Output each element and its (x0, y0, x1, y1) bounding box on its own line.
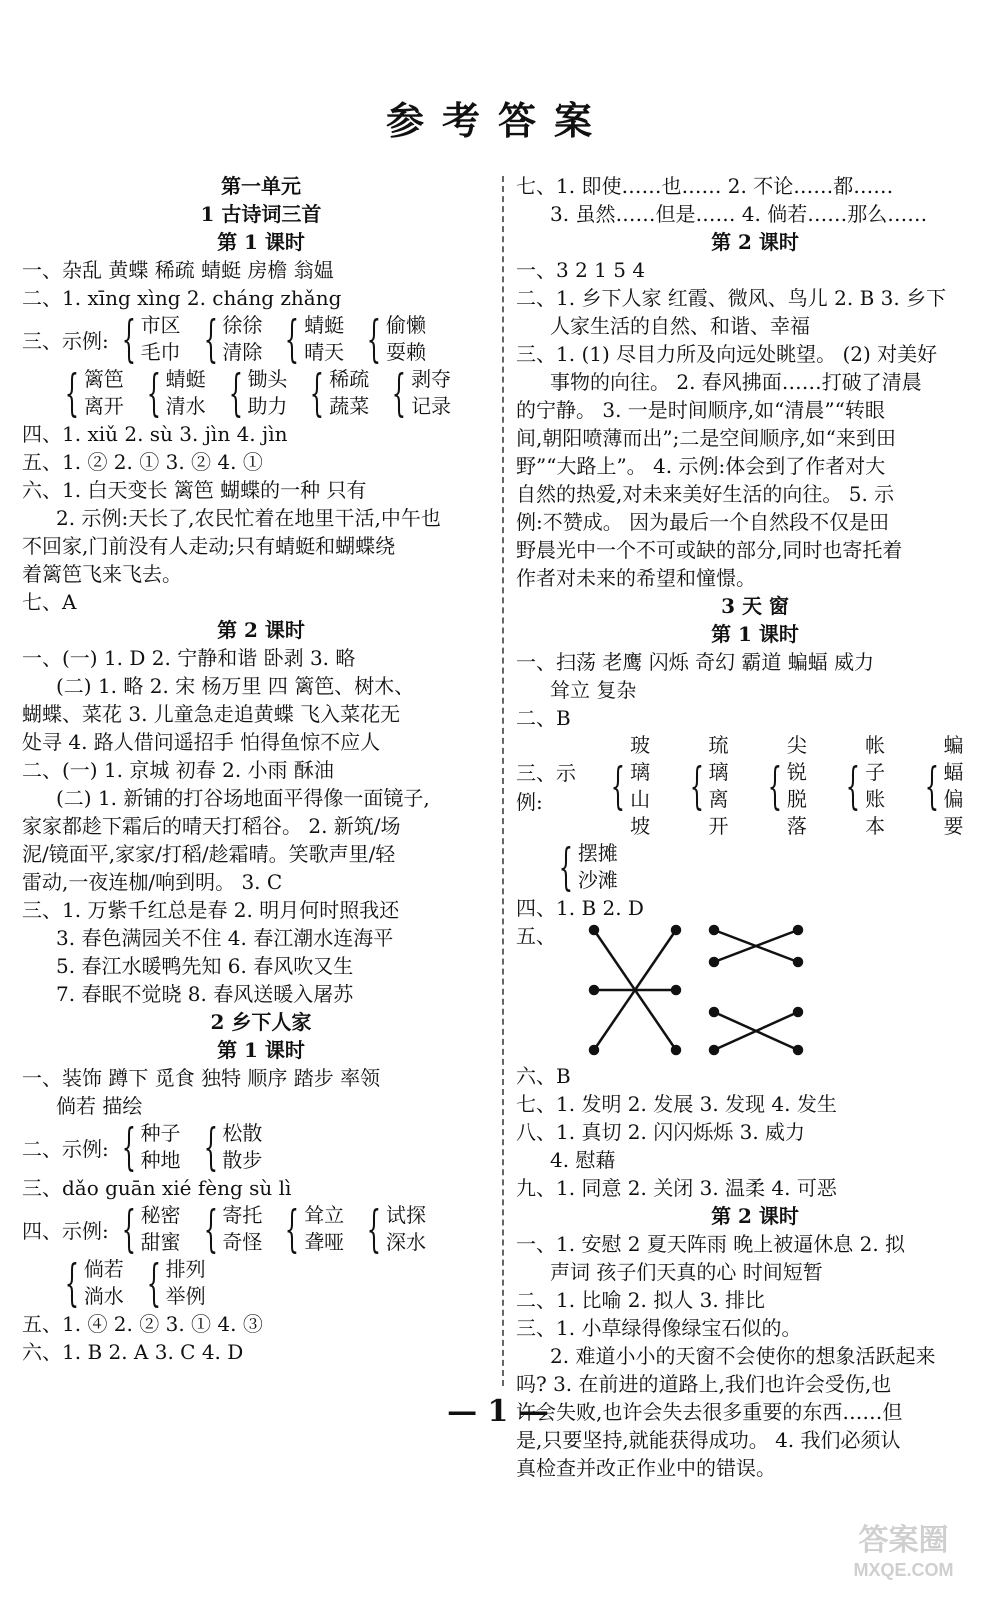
answer-line: 自然的热爱,对未来美好生活的向往。 5. 示 (516, 482, 895, 506)
word-pair (276, 312, 344, 366)
word-pair (195, 1120, 263, 1174)
pair-word: 离开 (83, 394, 124, 418)
pair-word: 市区 (140, 313, 181, 337)
word-pair (916, 732, 980, 840)
session-heading: 第 2 课时 (711, 230, 799, 254)
pair-word: 助力 (247, 394, 288, 418)
answer-line: 三、dǎo guān xié fèng sù lì (22, 1176, 292, 1200)
pair-word: 毛巾 (140, 340, 181, 364)
lesson-heading: 1 古诗词三首 (200, 202, 322, 226)
answer-line: 七、1. 即使……也…… 2. 不论……都…… (516, 174, 894, 198)
match-dot (590, 986, 598, 994)
word-pair (138, 366, 206, 420)
pair-word: 蝙蝠 (943, 733, 964, 784)
answer-line: 作者对未来的希望和憧憬。 (516, 566, 756, 590)
match-dot (672, 986, 680, 994)
answer-line: 三、1. 万紫千红总是春 2. 明月何时照我还 (22, 898, 400, 922)
pair-word: 种地 (140, 1148, 181, 1172)
pair-word: 徐徐 (222, 313, 263, 337)
answer-line: 八、1. 真切 2. 闪闪烁烁 3. 威力 (516, 1120, 806, 1144)
pair-word: 蔬菜 (329, 394, 370, 418)
word-pair (358, 1202, 426, 1256)
brace-icon: { (689, 757, 704, 815)
answer-line: 野”“大路上”。 4. 示例:体会到了作者对大 (516, 454, 886, 478)
word-pair (138, 1256, 206, 1310)
word-pair (837, 732, 901, 840)
answer-line: 一、装饰 蹲下 觅食 独特 顺序 踏步 率领 (22, 1066, 381, 1090)
pair-word: 倘若 (83, 1257, 124, 1281)
answer-line: 耸立 复杂 (550, 678, 637, 702)
answer-line: 四、1. xiǔ 2. sù 3. jìn 4. jìn (22, 422, 288, 446)
brace-icon: { (146, 364, 161, 422)
answer-line: 七、A (22, 590, 77, 614)
pair-word: 脱落 (786, 787, 807, 838)
answer-line: 雷动,一夜连枷/响到明。 3. C (22, 870, 283, 894)
pair-word: 甜蜜 (140, 1230, 181, 1254)
pair-word: 耍赖 (386, 340, 426, 364)
matching-diagram (586, 922, 806, 1062)
match-dot (710, 1008, 718, 1016)
pair-word: 沙滩 (577, 868, 618, 892)
answer-line: 六、B (516, 1064, 571, 1088)
lesson-heading: 2 乡下人家 (210, 1010, 312, 1034)
word-pair (759, 732, 823, 840)
session-heading: 第 1 课时 (217, 1038, 305, 1062)
answer-line: 一、扫荡 老鹰 闪烁 奇幻 霸道 蝙蝠 威力 (516, 650, 875, 674)
word-pair (602, 732, 666, 840)
answer-line: 蝴蝶、菜花 3. 儿童急走追黄蝶 飞入菜花无 (22, 702, 401, 726)
brace-icon: { (391, 364, 407, 422)
answer-line: 事物的向往。 2. 春风拂面……打破了清晨 (550, 370, 922, 394)
pair-word: 聋哑 (304, 1230, 345, 1254)
word-pair (383, 366, 451, 420)
answer-line: 二、1. 乡下人家 红霞、微风、鸟儿 2. B 3. 乡下 (516, 286, 947, 310)
match-dot (710, 926, 718, 934)
pair-word: 蜻蜓 (304, 313, 345, 337)
answer-line: 不回家,门前没有人走动;只有蜻蜓和蝴蝶绕 (22, 534, 396, 558)
brace-icon: { (228, 364, 243, 422)
word-pair-group (516, 840, 994, 894)
answer-line: 间,朝阳喷薄而出”;二是空间顺序,如“来到田 (516, 426, 896, 450)
pair-word: 琉璃 (708, 733, 729, 784)
brace-icon: { (611, 757, 626, 815)
pair-word: 耸立 (304, 1203, 345, 1227)
session-heading: 第 1 课时 (711, 622, 799, 646)
brace-icon: { (285, 1200, 300, 1258)
word-pair (276, 1202, 344, 1256)
brace-icon: { (366, 1200, 382, 1258)
answer-line: 三、1. (1) 尽目力所及向远处眺望。 (2) 对美好 (516, 342, 938, 366)
answer-label: 三、示例: (516, 761, 576, 814)
brace-icon: { (203, 1118, 218, 1176)
word-pair (56, 1256, 124, 1310)
pair-word: 尖锐 (786, 733, 807, 784)
pair-word: 稀疏 (329, 367, 370, 391)
answer-line: 六、1. B 2. A 3. C 4. D (22, 1340, 244, 1364)
pair-word: 寄托 (222, 1203, 263, 1227)
answer-line: 3. 春色满园关不住 4. 春江潮水连海平 (56, 926, 394, 950)
answer-label: 四、示例: (22, 1218, 109, 1243)
answer-line: 的宁静。 3. 一是时间顺序,如“清晨”“转眼 (516, 398, 885, 422)
pair-word: 玻璃 (630, 733, 651, 784)
pair-word: 秘密 (140, 1203, 181, 1227)
answer-line: 二、1. xīng xìng 2. cháng zhǎng (22, 286, 342, 310)
pair-word: 深水 (386, 1230, 426, 1254)
left-column (22, 172, 500, 1366)
match-dot (672, 926, 680, 934)
pair-word: 种子 (140, 1121, 181, 1145)
brace-icon: { (558, 838, 574, 896)
session-heading: 第 2 课时 (217, 618, 305, 642)
answer-line: 一、1. 安慰 2 夏天阵雨 晚上被逼休息 2. 拟 (516, 1232, 906, 1256)
word-pair (113, 312, 181, 366)
brace-icon: { (64, 364, 80, 422)
answer-line: 5. 春江水暖鸭先知 6. 春风吹又生 (56, 954, 354, 978)
match-dot (710, 958, 718, 966)
word-pair (113, 1120, 181, 1174)
brace-icon: { (121, 1200, 136, 1258)
answer-label: 三、示例: (22, 328, 109, 353)
answer-line: 一、杂乱 黄蝶 稀疏 蜻蜓 房檐 翁媪 (22, 258, 334, 282)
word-pair (113, 1202, 181, 1256)
answer-line: 家家都趁下霜后的晴天打稻谷。 2. 新筑/场 (22, 814, 401, 838)
match-dot (794, 1046, 802, 1054)
brace-icon: { (924, 757, 939, 815)
answer-line: 七、1. 发明 2. 发展 3. 发现 4. 发生 (516, 1092, 837, 1116)
pair-word: 淌水 (83, 1284, 124, 1308)
match-dot (590, 1046, 598, 1054)
brace-icon: { (846, 757, 861, 815)
match-dot (794, 958, 802, 966)
answer-line: 二、1. 比喻 2. 拟人 3. 排比 (516, 1288, 766, 1312)
word-pair (358, 312, 426, 366)
answer-line: 五、1. ② 2. ① 3. ② 4. ① (22, 450, 263, 474)
answer-line: 一、(一) 1. D 2. 宁静和谐 卧剥 3. 略 (22, 646, 356, 670)
answer-line: (二) 1. 略 2. 宋 杨万里 四 篱笆、树木、 (56, 674, 415, 698)
pair-word: 剥夺 (411, 367, 452, 391)
word-pair (681, 732, 745, 840)
answer-line: 处寻 4. 路人借问遥招手 怕得鱼惊不应人 (22, 730, 381, 754)
pair-word: 偏要 (943, 787, 964, 838)
word-pair (301, 366, 369, 420)
watermark-bottom: MXQE.COM (853, 1560, 954, 1580)
session-heading: 第 2 课时 (711, 1204, 799, 1228)
pair-word: 蜻蜓 (165, 367, 206, 391)
answer-line: 4. 慰藉 (550, 1148, 616, 1172)
pair-word: 晴天 (304, 340, 345, 364)
answer-line: 声词 孩子们天真的心 时间短暂 (550, 1260, 823, 1284)
brace-icon: { (121, 310, 136, 368)
word-pair (195, 1202, 263, 1256)
column-divider (502, 176, 504, 1386)
pair-word: 散步 (222, 1148, 263, 1172)
unit-heading: 第一单元 (221, 174, 301, 198)
brace-icon: { (203, 310, 218, 368)
answer-line: (二) 1. 新铺的打谷场地面平得像一面镜子, (56, 786, 430, 810)
watermark-top: 答案圈 (858, 1523, 949, 1558)
answer-line: 是,只要坚持,就能获得成功。 4. 我们必须认 (516, 1428, 901, 1452)
brace-icon: { (203, 1200, 218, 1258)
answer-line: 2. 难道小小的天窗不会使你的想象活跃起来 (550, 1344, 936, 1368)
brace-icon: { (767, 757, 783, 815)
word-pair (550, 840, 618, 894)
pair-word: 锄头 (247, 367, 288, 391)
word-pair-group (22, 1256, 500, 1310)
word-pair-group (22, 1202, 500, 1256)
answer-line: 九、1. 同意 2. 关闭 3. 温柔 4. 可恶 (516, 1176, 837, 1200)
pair-word: 账本 (865, 787, 886, 838)
answer-line: 六、1. 白天变长 篱笆 蝴蝶的一种 只有 (22, 478, 367, 502)
answer-line: 2. 示例:天长了,农民忙着在地里干活,中午也 (56, 506, 441, 530)
answer-line: 五、 (516, 924, 556, 948)
match-dot (794, 926, 802, 934)
answer-line: 着篱笆飞来飞去。 (22, 562, 182, 586)
brace-icon: { (121, 1118, 136, 1176)
pair-word: 记录 (411, 394, 452, 418)
answer-line: 泥/镜面平,家家/打稻/趁霜晴。笑歌声里/轻 (22, 842, 396, 866)
word-pair-group (22, 1120, 500, 1174)
word-pair (220, 366, 288, 420)
pair-word: 松散 (222, 1121, 263, 1145)
page-number: — 1 — (447, 1394, 549, 1429)
answer-line: 五、1. ④ 2. ② 3. ① 4. ③ (22, 1312, 263, 1336)
pair-word: 试探 (386, 1203, 426, 1227)
brace-icon: { (146, 1254, 161, 1312)
brace-icon: { (366, 310, 382, 368)
pair-word: 摆摊 (577, 841, 618, 865)
watermark-logo (821, 1522, 986, 1592)
match-dot (672, 1046, 680, 1054)
answer-line: 7. 春眠不觉晓 8. 春风送暖入屠苏 (56, 982, 354, 1006)
lesson-heading: 3 天 窗 (721, 594, 789, 618)
answer-line: 例:不赞成。 因为最后一个自然段不仅是田 (516, 510, 890, 534)
answer-line: 许会失败,也许会失去很多重要的东西……但 (516, 1400, 903, 1424)
word-pair (195, 312, 263, 366)
pair-word: 奇怪 (222, 1230, 263, 1254)
pair-word: 偷懒 (386, 313, 426, 337)
word-pair-group (22, 312, 500, 366)
word-pair-group (22, 366, 500, 420)
answer-line: 二、B (516, 706, 571, 730)
pair-word: 帐子 (865, 733, 886, 784)
answer-line: 二、(一) 1. 京城 初春 2. 小雨 酥油 (22, 758, 334, 782)
match-dot (710, 1046, 718, 1054)
pair-word: 清水 (165, 394, 206, 418)
pair-word: 篱笆 (83, 367, 124, 391)
answer-line: 人家生活的自然、和谐、幸福 (550, 314, 810, 338)
pair-word: 离开 (708, 787, 729, 838)
answer-line: 野晨光中一个不可或缺的部分,同时也寄托着 (516, 538, 903, 562)
answer-line: 三、1. 小草绿得像绿宝石似的。 (516, 1316, 802, 1340)
page-title: 参考答案 (385, 98, 610, 143)
match-dot (794, 1008, 802, 1016)
match-dot (590, 926, 598, 934)
answer-line: 四、1. B 2. D (516, 896, 644, 920)
answer-line: 一、3 2 1 5 4 (516, 258, 646, 282)
brace-icon: { (64, 1254, 80, 1312)
right-column (516, 172, 994, 1482)
pair-word: 清除 (222, 340, 263, 364)
word-pair (56, 366, 124, 420)
pair-word: 举例 (165, 1284, 206, 1308)
pair-word: 排列 (165, 1257, 206, 1281)
session-heading: 第 1 课时 (217, 230, 305, 254)
answer-line: 真检查并改正作业中的错误。 (516, 1456, 776, 1480)
pair-word: 山坡 (630, 787, 651, 838)
answer-line: 3. 虽然……但是…… 4. 倘若……那么…… (550, 202, 928, 226)
word-pair-group (516, 732, 994, 840)
brace-icon: { (310, 364, 325, 422)
answer-label: 二、示例: (22, 1136, 109, 1161)
answer-line: 吗? 3. 在前进的道路上,我们也许会受伤,也 (516, 1372, 892, 1396)
answer-line: 倘若 描绘 (56, 1094, 143, 1118)
brace-icon: { (285, 310, 300, 368)
